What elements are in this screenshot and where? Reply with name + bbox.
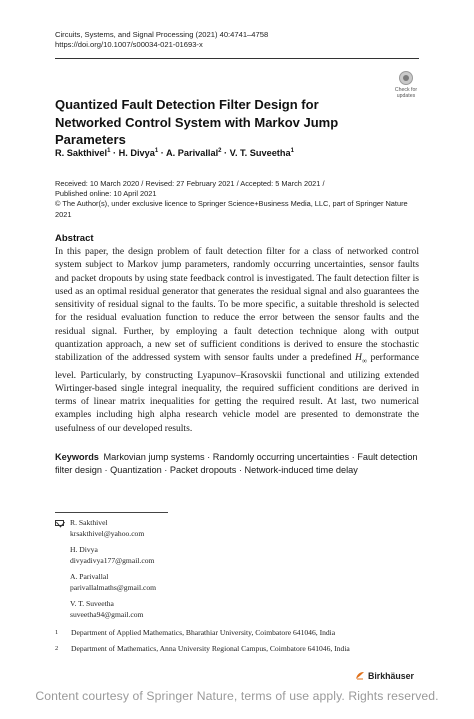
publisher-name: Birkhäuser — [368, 671, 414, 681]
courtesy-notice: Content courtesy of Springer Nature, terms of use apply. Rights reserved. — [35, 689, 439, 703]
author-affiliation-mark: 1 — [154, 148, 159, 154]
contact-divider — [55, 512, 168, 513]
math-subscript: ∞ — [361, 357, 367, 366]
author-affiliation-mark: 2 — [218, 148, 222, 154]
contact-entry — [70, 572, 156, 593]
affiliation-text: Department of Mathematics, Anna University Regional Campus, Coimbatore 641046, India — [71, 644, 350, 653]
contact-name: H. Divya — [70, 545, 98, 554]
abstract-text-cont: performance level. Particularly, by constructing Lyapunov–Krasovskii functional and utilizing extended Wirtinger-based single integral inequality, the required sufficient conditions are derived in terms of linear matrix inequalities for getting the required result. At last, two numerical examples including high alpha research vehicle model are presented to demonstrate the usefulness of our developed results. — [55, 352, 419, 434]
contact-name: R. Sakthivel — [70, 518, 108, 527]
keywords-text: Markovian jump systems · Randomly occurring uncertainties · Fault detection filter design · Quantization · Packet dropouts · Network-induced time delay — [55, 452, 418, 476]
abstract-body — [55, 245, 419, 435]
keywords-block — [55, 451, 425, 477]
affiliation-1 — [55, 628, 335, 638]
header-rule — [55, 58, 419, 59]
math-symbol: H — [355, 352, 362, 364]
author-list — [55, 148, 294, 158]
contact-email[interactable]: suveetha94@gmail.com — [70, 609, 144, 619]
contact-entry — [70, 599, 143, 620]
check-updates-icon — [399, 71, 413, 85]
contact-name: A. Parivallal — [70, 572, 109, 581]
abstract-heading: Abstract — [55, 233, 94, 244]
birkhauser-icon — [355, 671, 365, 680]
contact-entry — [70, 518, 144, 539]
affiliation-2 — [55, 644, 350, 654]
keywords-label: Keywords — [55, 452, 99, 462]
author-name[interactable]: A. Parivallal — [166, 148, 219, 159]
author-name[interactable]: R. Sakthivel — [55, 148, 108, 159]
paper-title: Quantized Fault Detection Filter Design for Networked Control System with Markov Jump Parameters — [55, 97, 339, 147]
publication-dates — [55, 179, 425, 220]
contact-email[interactable]: krsakthivel@yahoo.com — [70, 528, 145, 538]
check-for-updates-badge[interactable] — [391, 71, 421, 101]
check-updates-label: Check for — [394, 87, 418, 93]
envelope-icon — [55, 520, 64, 526]
author-affiliation-mark: 1 — [107, 148, 111, 154]
contact-email[interactable]: parivallalmaths@gmail.com — [70, 582, 157, 592]
affiliation-text: Department of Applied Mathematics, Bharathiar University, Coimbatore 641046, India — [71, 628, 336, 637]
check-updates-label-2: updates — [396, 93, 416, 99]
dates-line: Received: 10 March 2020 / Revised: 27 February 2021 / Accepted: 5 March 2021 / — [55, 179, 325, 188]
author-separator: · — [158, 148, 167, 159]
author-name[interactable]: H. Divya — [118, 148, 155, 159]
contact-entry — [70, 545, 154, 566]
author-name[interactable]: V. T. Suveetha — [229, 148, 291, 159]
affiliation-number: 2 — [55, 645, 59, 652]
copyright-line: © The Author(s), under exclusive licence to Springer Science+Business Media, LLC, part of Springer Nature 2021 — [55, 199, 408, 219]
doi-link[interactable]: https://doi.org/10.1007/s00034-021-01693-x — [55, 40, 203, 50]
affiliation-number: 1 — [55, 629, 59, 636]
publisher-logo — [355, 671, 414, 681]
abstract-text: In this paper, the design problem of fault detection filter for a class of networked control system subject to Markov jump parameters, randomly occurring uncertainties, sensor faults and packet dropouts by using state feedback control is investigated. The fault detection filter is used as an optimal residual generator that generates the residual signal and also guarantees the sensitivity of residual signal to the faults. To be more specific, a suitable threshold is selected for the residual evaluation function to reduce the error between the sensor faults and the residual signal. Further, by employing a fault detection technique along with output quantization approach, a new set of sufficient conditions is derived to ensure the stochastic stabilization of the addressed system with sensor faults under a predefined — [55, 246, 419, 364]
author-separator: · — [110, 148, 119, 159]
author-affiliation-mark: 1 — [290, 148, 294, 154]
journal-citation: Circuits, Systems, and Signal Processing (2021) 40:4741–4758 — [55, 30, 269, 39]
author-separator: · — [221, 148, 230, 159]
dates-line: Published online: 10 April 2021 — [55, 189, 157, 199]
contact-email[interactable]: divyadivya177@gmail.com — [70, 555, 155, 565]
journal-header — [55, 30, 268, 50]
contact-name: V. T. Suveetha — [70, 599, 114, 608]
